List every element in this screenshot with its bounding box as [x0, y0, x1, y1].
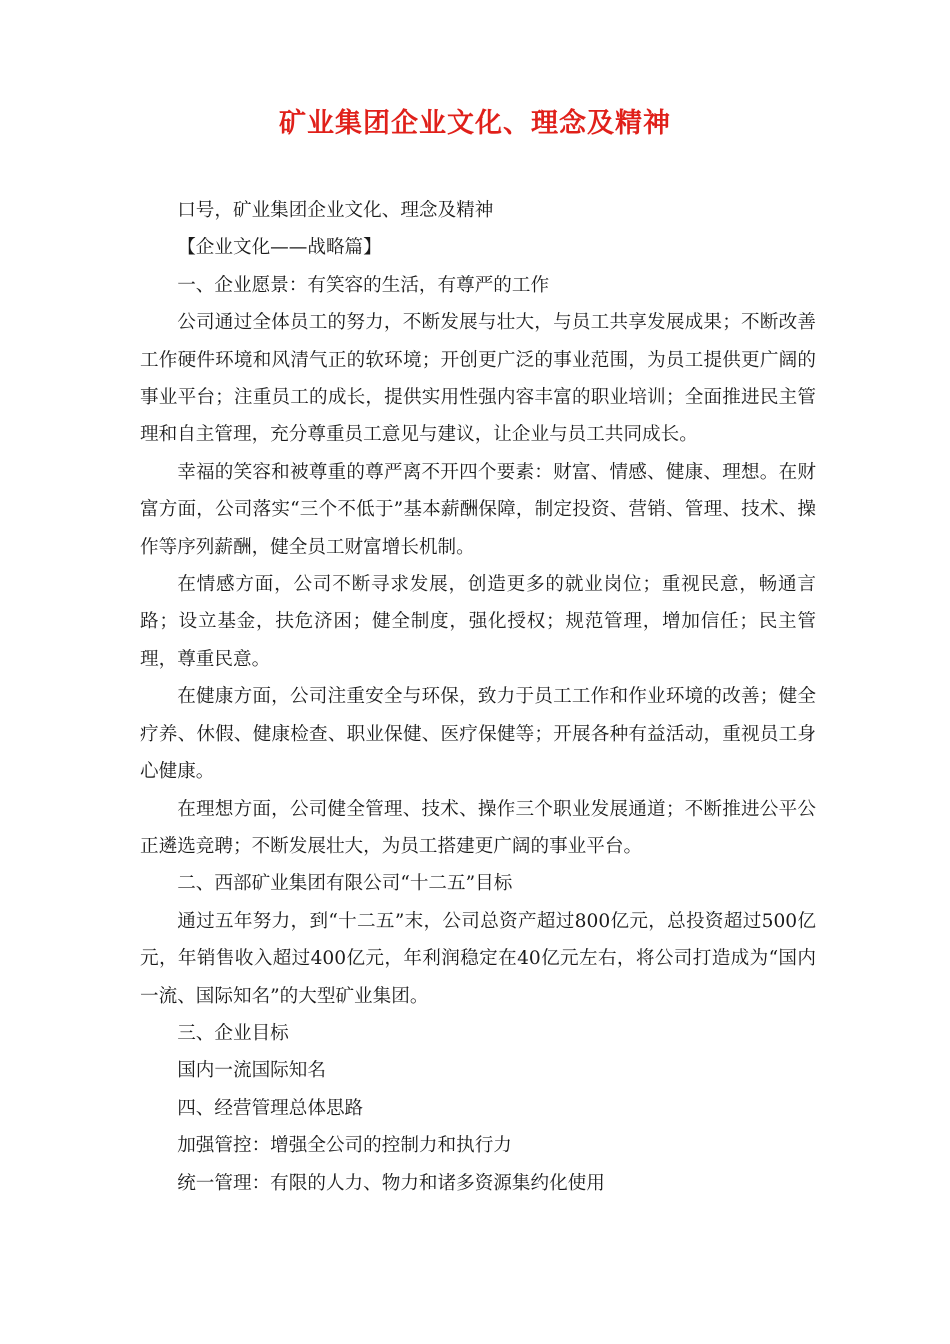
paragraph-health: 在健康方面，公司注重安全与环保，致力于员工工作和作业环境的改善；健全疗养、休假、健康检查、职业保健、医疗保健等；开展各种有益活动，重视员工身心健康。: [140, 686, 816, 783]
paragraph-vision-detail: 公司通过全体员工的努力，不断发展与壮大，与员工共享发展成果；不断改善工作硬件环境和风清气正的软环境；开创更广泛的事业范围，为员工提供更广阔的事业平台；注重员工的成长，提供实用性强内容丰富的职业培训；全面推进民主管理和自主管理，充分尊重员工意见与建议，让企业与员工共同成长。: [140, 312, 816, 446]
paragraph-slogan: 口号，矿业集团企业文化、理念及精神: [177, 200, 494, 221]
document-body: [140, 192, 816, 1202]
section-heading-strategy: 【企业文化——战略篇】: [177, 237, 382, 259]
heading-vision: 一、企业愿景：有笑容的生活，有尊严的工作: [177, 274, 550, 296]
paragraph-strengthen-control: 加强管控：增强全公司的控制力和执行力: [177, 1135, 512, 1157]
paragraph-emotion: 在情感方面，公司不断寻求发展，创造更多的就业岗位；重视民意，畅通言路；设立基金，扶危济困；健全制度，强化授权；规范管理，增加信任；民主管理，尊重民意。: [140, 574, 816, 670]
document-title: 矿业集团企业文化、理念及精神: [279, 108, 671, 139]
paragraph-enterprise-goal: 国内一流国际知名: [177, 1060, 326, 1082]
paragraph-four-elements: 幸福的笑容和被尊重的尊严离不开四个要素：财富、情感、健康、理想。在财富方面，公司落实“三个不低于”基本薪酬保障，制定投资、营销、管理、技术、操作等序列薪酬，健全员工财富增长机制。: [140, 461, 816, 558]
paragraph-ideal: 在理想方面，公司健全管理、技术、操作三个职业发展通道；不断推进公平公正遴选竞聘；不断发展壮大，为员工搭建更广阔的事业平台。: [140, 798, 816, 857]
paragraph-five-year-goal: 通过五年努力，到“十二五”末，公司总资产超过800亿元，总投资超过500亿元，年销售收入超过400亿元，年利润稳定在40亿元左右，将公司打造成为“国内一流、国际知名”的大型矿业集团。: [140, 910, 816, 1007]
heading-five-year-goal: 二、西部矿业集团有限公司“十二五”目标: [177, 873, 513, 895]
paragraph-unified-management: 统一管理：有限的人力、物力和诸多资源集约化使用: [177, 1172, 605, 1194]
heading-enterprise-goal: 三、企业目标: [177, 1022, 289, 1044]
heading-management-approach: 四、经营管理总体思路: [177, 1097, 364, 1119]
